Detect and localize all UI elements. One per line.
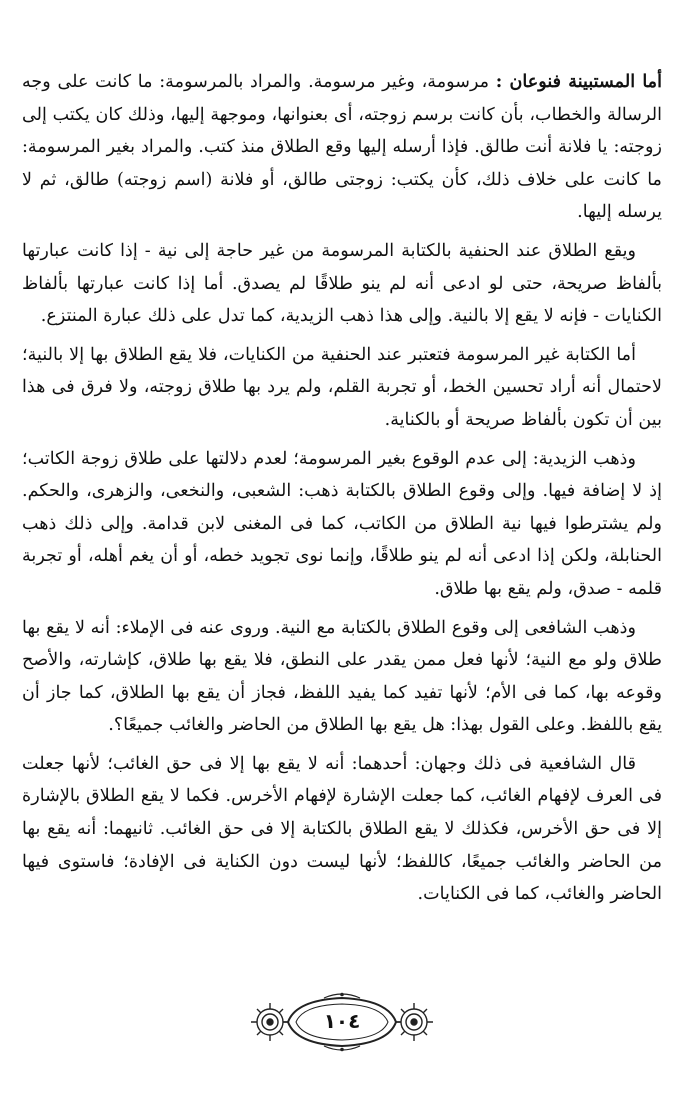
page-number: ١٠٤	[323, 1009, 361, 1033]
paragraph-5: وذهب الشافعى إلى وقوع الطلاق بالكتابة مع النية. وروى عنه فى الإملاء: أنه لا يقع بها طلاق ولو مع النية؛ لأنها فعل ممن يقدر على النطق، فلا يقع بها طلاق، كإشارته، والأصح وقوعه بها، كما فى الأم؛ لأنها تفيد كما يفيد اللفظ، فجاز أن يقع بها الطلاق، كما جاز أن يقع باللفظ. وعلى القول بهذا: هل يقع بها الطلاق من الحاضر والغائب جميعًا؟.	[22, 617, 662, 736]
page-body	[22, 66, 662, 911]
paragraph-4: وذهب الزيدية: إلى عدم الوقوع بغير المرسومة؛ لعدم دلالتها على طلاق زوجة الكاتب؛ إذ لا إضافة فيها. وإلى وقوع الطلاق بالكتابة ذهب: الشعبى، والنخعى، والزهرى، والحكم. ولم يشترطوا فيها نية الطلاق من الكاتب، كما فى المغنى لابن قدامة. وإلى ذلك ذهب الحنابلة، ولكن إذا ادعى أنه لم ينو طلاقًا، وإنما نوى تجويد خطه، أو أن يغم أهله، أو تجربة قلمه - صدق، ولم يقع بها طلاق.	[22, 448, 662, 599]
paragraph-6: قال الشافعية فى ذلك وجهان: أحدهما: أنه لا يقع بها إلا فى حق الغائب؛ لأنها جعلت فى العرف لإفهام الغائب، كما جعلت الإشارة لإفهام الأخرس. فكما لا يقع الطلاق بالإشارة إلا فى حق الأخرس، فكذلك لا يقع الطلاق بالكتابة إلا فى حق الغائب. ثانيهما: أنه يقع بها من الحاضر والغائب جميعًا، كاللفظ؛ لأنها ليست دون الكناية فى الإفادة؛ فاستوى فيها الحاضر والغائب، كما فى الكنايات.	[22, 753, 662, 905]
paragraph-1-text: مرسومة، وغير مرسومة. والمراد بالمرسومة: ما كانت على وجه الرسالة والخطاب، بأن كانت برسم زوجته، أى بعنوانها، وموجهة إليها، وذلك كان يكتب إلى زوجته: يا فلانة أنت طالق. فإذا أرسله إليها وقع الطلاق منذ كتب. والمراد بغير المرسومة: ما كانت على خلاف ذلك، كأن يكتب: زوجتى طالق، أو فلانة (اسم زوجته) طالق، ثم لا يرسله إليها.	[22, 72, 662, 223]
paragraph-2: ويقع الطلاق عند الحنفية بالكتابة المرسومة من غير حاجة إلى نية - إذا كانت عبارتها بألفاظ صريحة، حتى لو ادعى أنه لم ينو طلاقًا لم يصدق. أما إذا كانت عبارتها بألفاظ الكنايات - فإنه لا يقع إلا بالنية. وإلى هذا ذهب الزيدية، كما تدل على ذلك عبارة المنتزع.	[22, 240, 662, 327]
paragraph-1	[22, 66, 662, 229]
paragraph-3: أما الكتابة غير المرسومة فتعتبر عند الحنفية من الكنايات، فلا يقع الطلاق بها إلا بالنية؛ لاحتمال أنه أراد تحسين الخط، أو تجربة القلم، ولم يرد بها طلاق زوجته، ولا فرق فى هذا بين أن تكون بألفاظ صريحة أو بالكناية.	[22, 344, 662, 430]
paragraph-1-heading: أما المستبينة فنوعان :	[495, 71, 662, 92]
page-footer	[0, 992, 684, 1052]
